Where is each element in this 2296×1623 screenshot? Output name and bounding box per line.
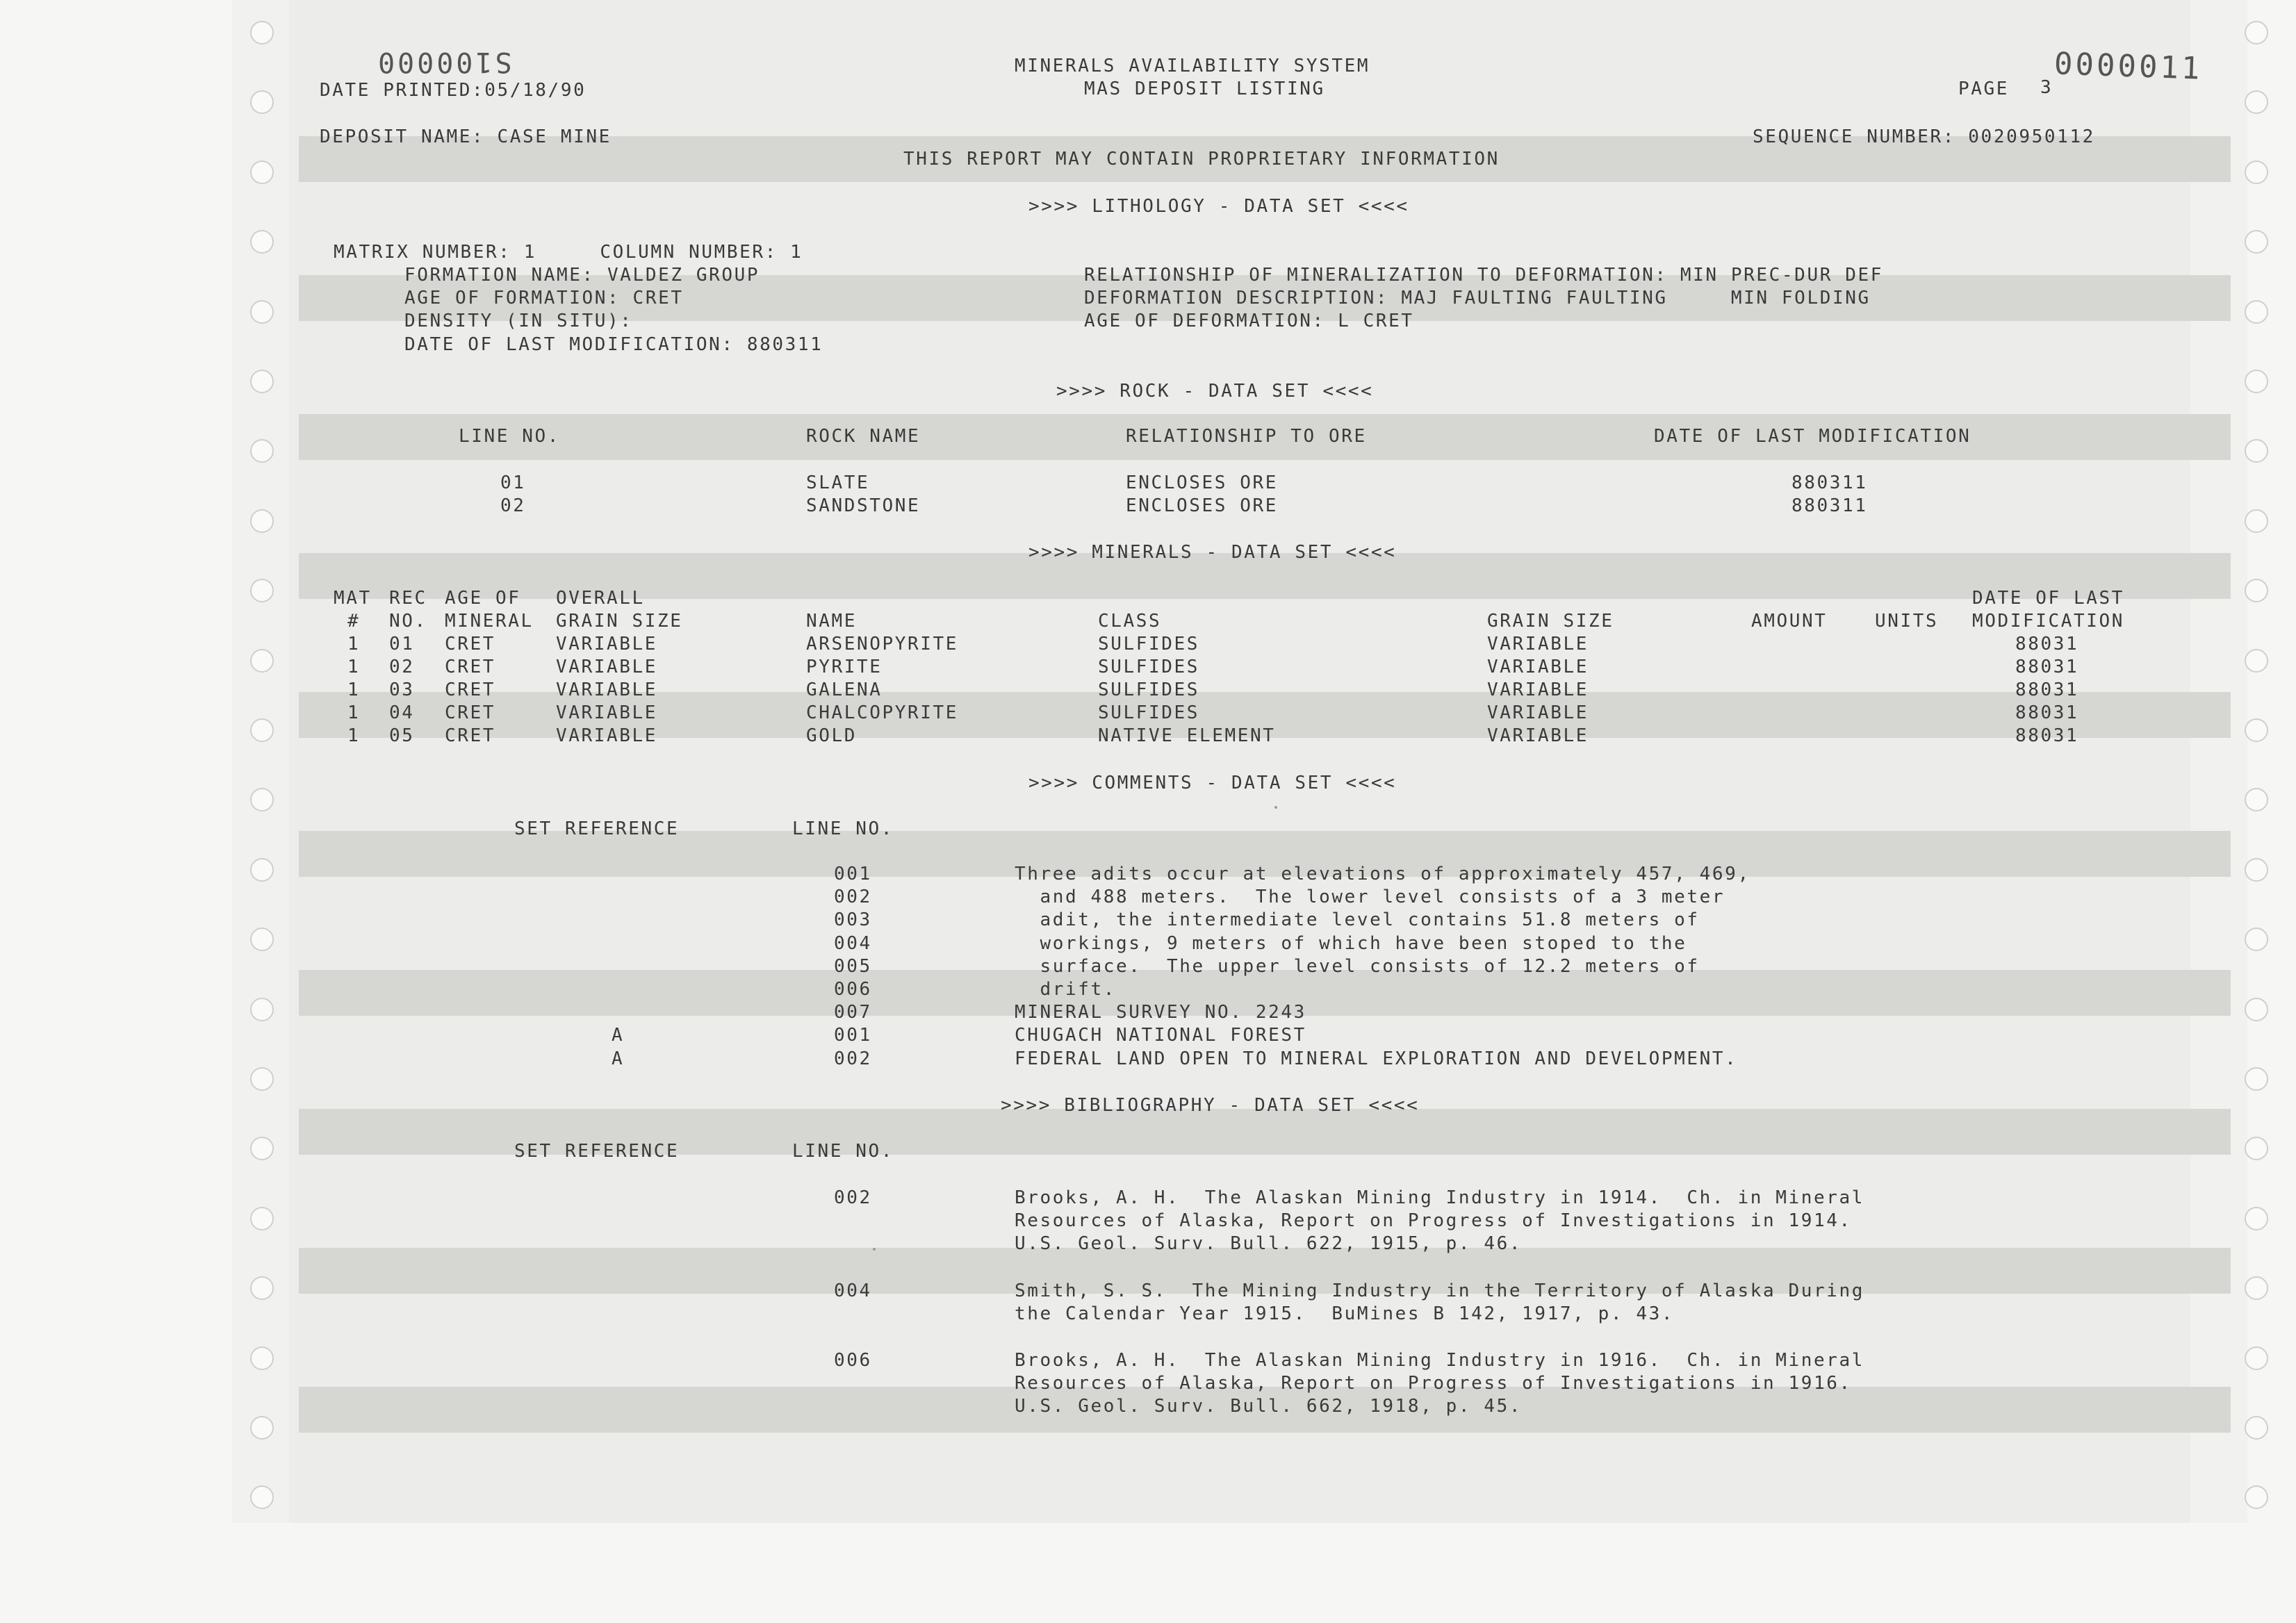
rock-cell: 880311 [1791,472,1868,493]
tractor-hole-right [2245,1276,2268,1300]
mineral-cell: GOLD [806,725,858,746]
comment-text: adit, the intermediate level contains 51.8 meters of [1015,909,1700,931]
matrix-column: MATRIX NUMBER: 1 COLUMN NUMBER: 1 [334,242,803,263]
mineral-cell: 03 [389,679,415,700]
rock-header-date: DATE OF LAST MODIFICATION [1654,426,1971,447]
bibliography-text: Resources of Alaska, Report on Progress of Investigations in 1916. [1015,1373,1852,1394]
rock-title: >>>> ROCK - DATA SET <<<< [1056,381,1374,402]
tractor-strip-right [2190,0,2247,1523]
rock-cell: 02 [500,495,526,516]
mineralization-relationship: RELATIONSHIP OF MINERALIZATION TO DEFORMATION: MIN PREC-DUR DEF [1084,265,1883,286]
mineral-cell: 1 [347,657,361,677]
bibliography-title: >>>> BIBLIOGRAPHY - DATA SET <<<< [1001,1095,1420,1116]
tractor-hole-right [2245,160,2268,184]
minerals-header-no: NO. [389,611,427,632]
comments-header-set-reference: SET REFERENCE [514,818,680,839]
minerals-header-name: NAME [806,611,858,632]
tractor-hole-left [250,928,274,951]
mineral-cell: CRET [445,679,496,700]
rock-header-name: ROCK NAME [806,426,921,447]
sequence-number: SEQUENCE NUMBER: 0020950112 [1753,126,2095,147]
mineral-cell: VARIABLE [1487,725,1589,746]
mineral-cell: VARIABLE [556,657,658,677]
proprietary-notice: THIS REPORT MAY CONTAIN PROPRIETARY INFORMATION [903,149,1500,170]
bibliography-text: U.S. Geol. Surv. Bull. 622, 1915, p. 46. [1015,1233,1523,1254]
bibliography-line-no: 002 [834,1187,872,1208]
tractor-hole-right [2245,788,2268,812]
comment-set-reference: A [612,1025,625,1046]
mineral-cell: 1 [347,725,361,746]
bibliography-text: Smith, S. S. The Mining Industry in the Territory of Alaska During [1015,1280,1864,1301]
mineral-cell: VARIABLE [1487,634,1589,654]
mineral-cell: VARIABLE [1487,702,1589,723]
tractor-hole-right [2245,1485,2268,1509]
comment-text: surface. The upper level consists of 12.2 meters of [1015,955,1700,977]
minerals-header-age: AGE OF [445,588,521,609]
tractor-hole-left [250,21,274,44]
lithology-title: >>>> LITHOLOGY - DATA SET <<<< [1028,196,1409,217]
age-of-deformation: AGE OF DEFORMATION: L CRET [1084,311,1414,331]
mineral-cell: VARIABLE [1487,679,1589,700]
mineral-cell: CRET [445,634,496,654]
tractor-hole-left [250,230,274,254]
comment-text: workings, 9 meters of which have been stoped to the [1015,932,1687,954]
rock-header-line: LINE NO. [459,426,561,447]
comments-header-line: LINE NO. [792,818,894,839]
tractor-hole-left [250,1207,274,1230]
comment-line-no: 003 [834,909,872,931]
ink-speck [1274,806,1277,809]
tractor-hole-left [250,998,274,1021]
tractor-hole-right [2245,300,2268,324]
minerals-header-mat: MAT [334,588,372,609]
comment-text: MINERAL SURVEY NO. 2243 [1015,1002,1306,1023]
bibliography-text: Brooks, A. H. The Alaskan Mining Industry in 1914. Ch. in Mineral [1015,1187,1864,1208]
bibliography-header-set-reference: SET REFERENCE [514,1141,680,1162]
formation-name: FORMATION NAME: VALDEZ GROUP [404,265,760,286]
mineral-cell: GALENA [806,679,883,700]
tractor-hole-left [250,579,274,602]
mineral-cell: CRET [445,702,496,723]
mineral-cell: 88031 [2015,702,2079,723]
comment-set-reference: A [612,1048,625,1069]
tractor-hole-left [250,858,274,882]
tractor-hole-right [2245,928,2268,951]
minerals-header-amount: AMOUNT [1751,611,1828,632]
bibliography-header-line: LINE NO. [792,1141,894,1162]
mineral-cell: 01 [389,634,415,654]
tractor-hole-left [250,160,274,184]
rock-header-relationship: RELATIONSHIP TO ORE [1126,426,1367,447]
tractor-hole-right [2245,509,2268,533]
minerals-header-rec: REC [389,588,427,609]
mineral-cell: VARIABLE [556,634,658,654]
comment-text: and 488 meters. The lower level consists of a 3 meter [1015,887,1725,908]
comment-line-no: 002 [834,887,872,908]
page-number: 3 [2040,77,2053,98]
deformation-description: DEFORMATION DESCRIPTION: MAJ FAULTING FAULTING MIN FOLDING [1084,288,1871,308]
rock-cell: SANDSTONE [806,495,921,516]
mineral-cell: CRET [445,657,496,677]
tractor-hole-right [2245,90,2268,114]
mineral-cell: 88031 [2015,679,2079,700]
bibliography-text: U.S. Geol. Surv. Bull. 662, 1918, p. 45. [1015,1396,1523,1417]
tractor-hole-left [250,1416,274,1440]
minerals-header-grain-size-2: GRAIN SIZE [1487,611,1614,632]
tractor-hole-right [2245,1207,2268,1230]
bibliography-text: Brooks, A. H. The Alaskan Mining Industry in 1916. Ch. in Mineral [1015,1350,1864,1371]
comment-text: Three adits occur at elevations of approximately 457, 469, [1015,864,1750,884]
minerals-header-units: UNITS [1875,611,1939,632]
system-title: MINERALS AVAILABILITY SYSTEM [1015,56,1370,76]
tractor-hole-left [250,300,274,324]
age-of-formation: AGE OF FORMATION: CRET [404,288,684,308]
tractor-hole-right [2245,579,2268,602]
tractor-hole-right [2245,998,2268,1021]
bibliography-text: Resources of Alaska, Report on Progress of Investigations in 1914. [1015,1210,1852,1231]
date-printed: DATE PRINTED:05/18/90 [320,80,587,101]
comment-line-no: 007 [834,1002,872,1023]
mineral-cell: PYRITE [806,657,883,677]
tractor-hole-left [250,1346,274,1370]
tractor-hole-right [2245,858,2268,882]
comments-title: >>>> COMMENTS - DATA SET <<<< [1028,773,1397,793]
page-label: PAGE [1958,79,2010,99]
rock-cell: ENCLOSES ORE [1126,495,1279,516]
mineral-cell: SULFIDES [1098,657,1200,677]
mineral-cell: 88031 [2015,634,2079,654]
ink-speck [873,1248,876,1251]
mineral-cell: CRET [445,725,496,746]
minerals-header-modification: MODIFICATION [1972,611,2125,632]
comment-line-no: 002 [834,1048,872,1069]
mineral-cell: VARIABLE [556,679,658,700]
mineral-cell: 1 [347,679,361,700]
minerals-title: >>>> MINERALS - DATA SET <<<< [1028,542,1397,563]
mineral-cell: 88031 [2015,657,2079,677]
handwritten-stamp-top-right: 0000011 [2053,46,2204,87]
rock-cell: 880311 [1791,495,1868,516]
bibliography-line-no: 004 [834,1280,872,1301]
tractor-hole-left [250,509,274,533]
mineral-cell: SULFIDES [1098,702,1200,723]
mineral-cell: SULFIDES [1098,679,1200,700]
rock-cell: 01 [500,472,526,493]
minerals-header-date: DATE OF LAST [1972,588,2125,609]
tractor-hole-right [2245,1416,2268,1440]
mineral-cell: 02 [389,657,415,677]
comment-line-no: 001 [834,1025,872,1046]
mineral-cell: CHALCOPYRITE [806,702,959,723]
mineral-cell: 05 [389,725,415,746]
tractor-hole-right [2245,230,2268,254]
density: DENSITY (IN SITU): [404,311,633,331]
tractor-hole-right [2245,439,2268,463]
deposit-name: DEPOSIT NAME: CASE MINE [320,126,612,147]
minerals-header-overall: OVERALL [556,588,645,609]
comment-line-no: 006 [834,979,872,1000]
minerals-header-class: CLASS [1098,611,1162,632]
tractor-hole-left [250,718,274,742]
tractor-hole-right [2245,649,2268,673]
comment-line-no: 004 [834,932,872,954]
mineral-cell: 88031 [2015,725,2079,746]
minerals-header-mineral: MINERAL [445,611,534,632]
handwritten-stamp-top-left: S100000 [375,46,512,78]
tractor-hole-left [250,370,274,393]
tractor-hole-right [2245,21,2268,44]
comment-line-no: 005 [834,955,872,977]
rock-cell: SLATE [806,472,870,493]
tractor-hole-right [2245,718,2268,742]
mineral-cell: 1 [347,634,361,654]
comment-text: drift. [1015,979,1117,1000]
comment-text: CHUGACH NATIONAL FOREST [1015,1025,1306,1046]
minerals-header-grain-size: GRAIN SIZE [556,611,683,632]
tractor-hole-right [2245,1067,2268,1091]
bibliography-line-no: 006 [834,1350,872,1371]
tractor-hole-left [250,1067,274,1091]
tractor-hole-left [250,1276,274,1300]
comment-text: FEDERAL LAND OPEN TO MINERAL EXPLORATION AND DEVELOPMENT. [1015,1048,1738,1069]
mineral-cell: VARIABLE [556,702,658,723]
mineral-cell: VARIABLE [556,725,658,746]
mineral-cell: 04 [389,702,415,723]
tractor-hole-right [2245,1346,2268,1370]
mineral-cell: NATIVE ELEMENT [1098,725,1276,746]
minerals-header-num: # [347,611,361,632]
rock-cell: ENCLOSES ORE [1126,472,1279,493]
lithology-last-mod: DATE OF LAST MODIFICATION: 880311 [404,334,823,355]
mineral-cell: 1 [347,702,361,723]
mineral-cell: VARIABLE [1487,657,1589,677]
tractor-hole-right [2245,1137,2268,1160]
listing-title: MAS DEPOSIT LISTING [1084,79,1325,99]
mineral-cell: ARSENOPYRITE [806,634,959,654]
bibliography-text: the Calendar Year 1915. BuMines B 142, 1917, p. 43. [1015,1303,1675,1324]
comment-line-no: 001 [834,864,872,884]
tractor-hole-right [2245,370,2268,393]
tractor-hole-left [250,649,274,673]
mineral-cell: SULFIDES [1098,634,1200,654]
